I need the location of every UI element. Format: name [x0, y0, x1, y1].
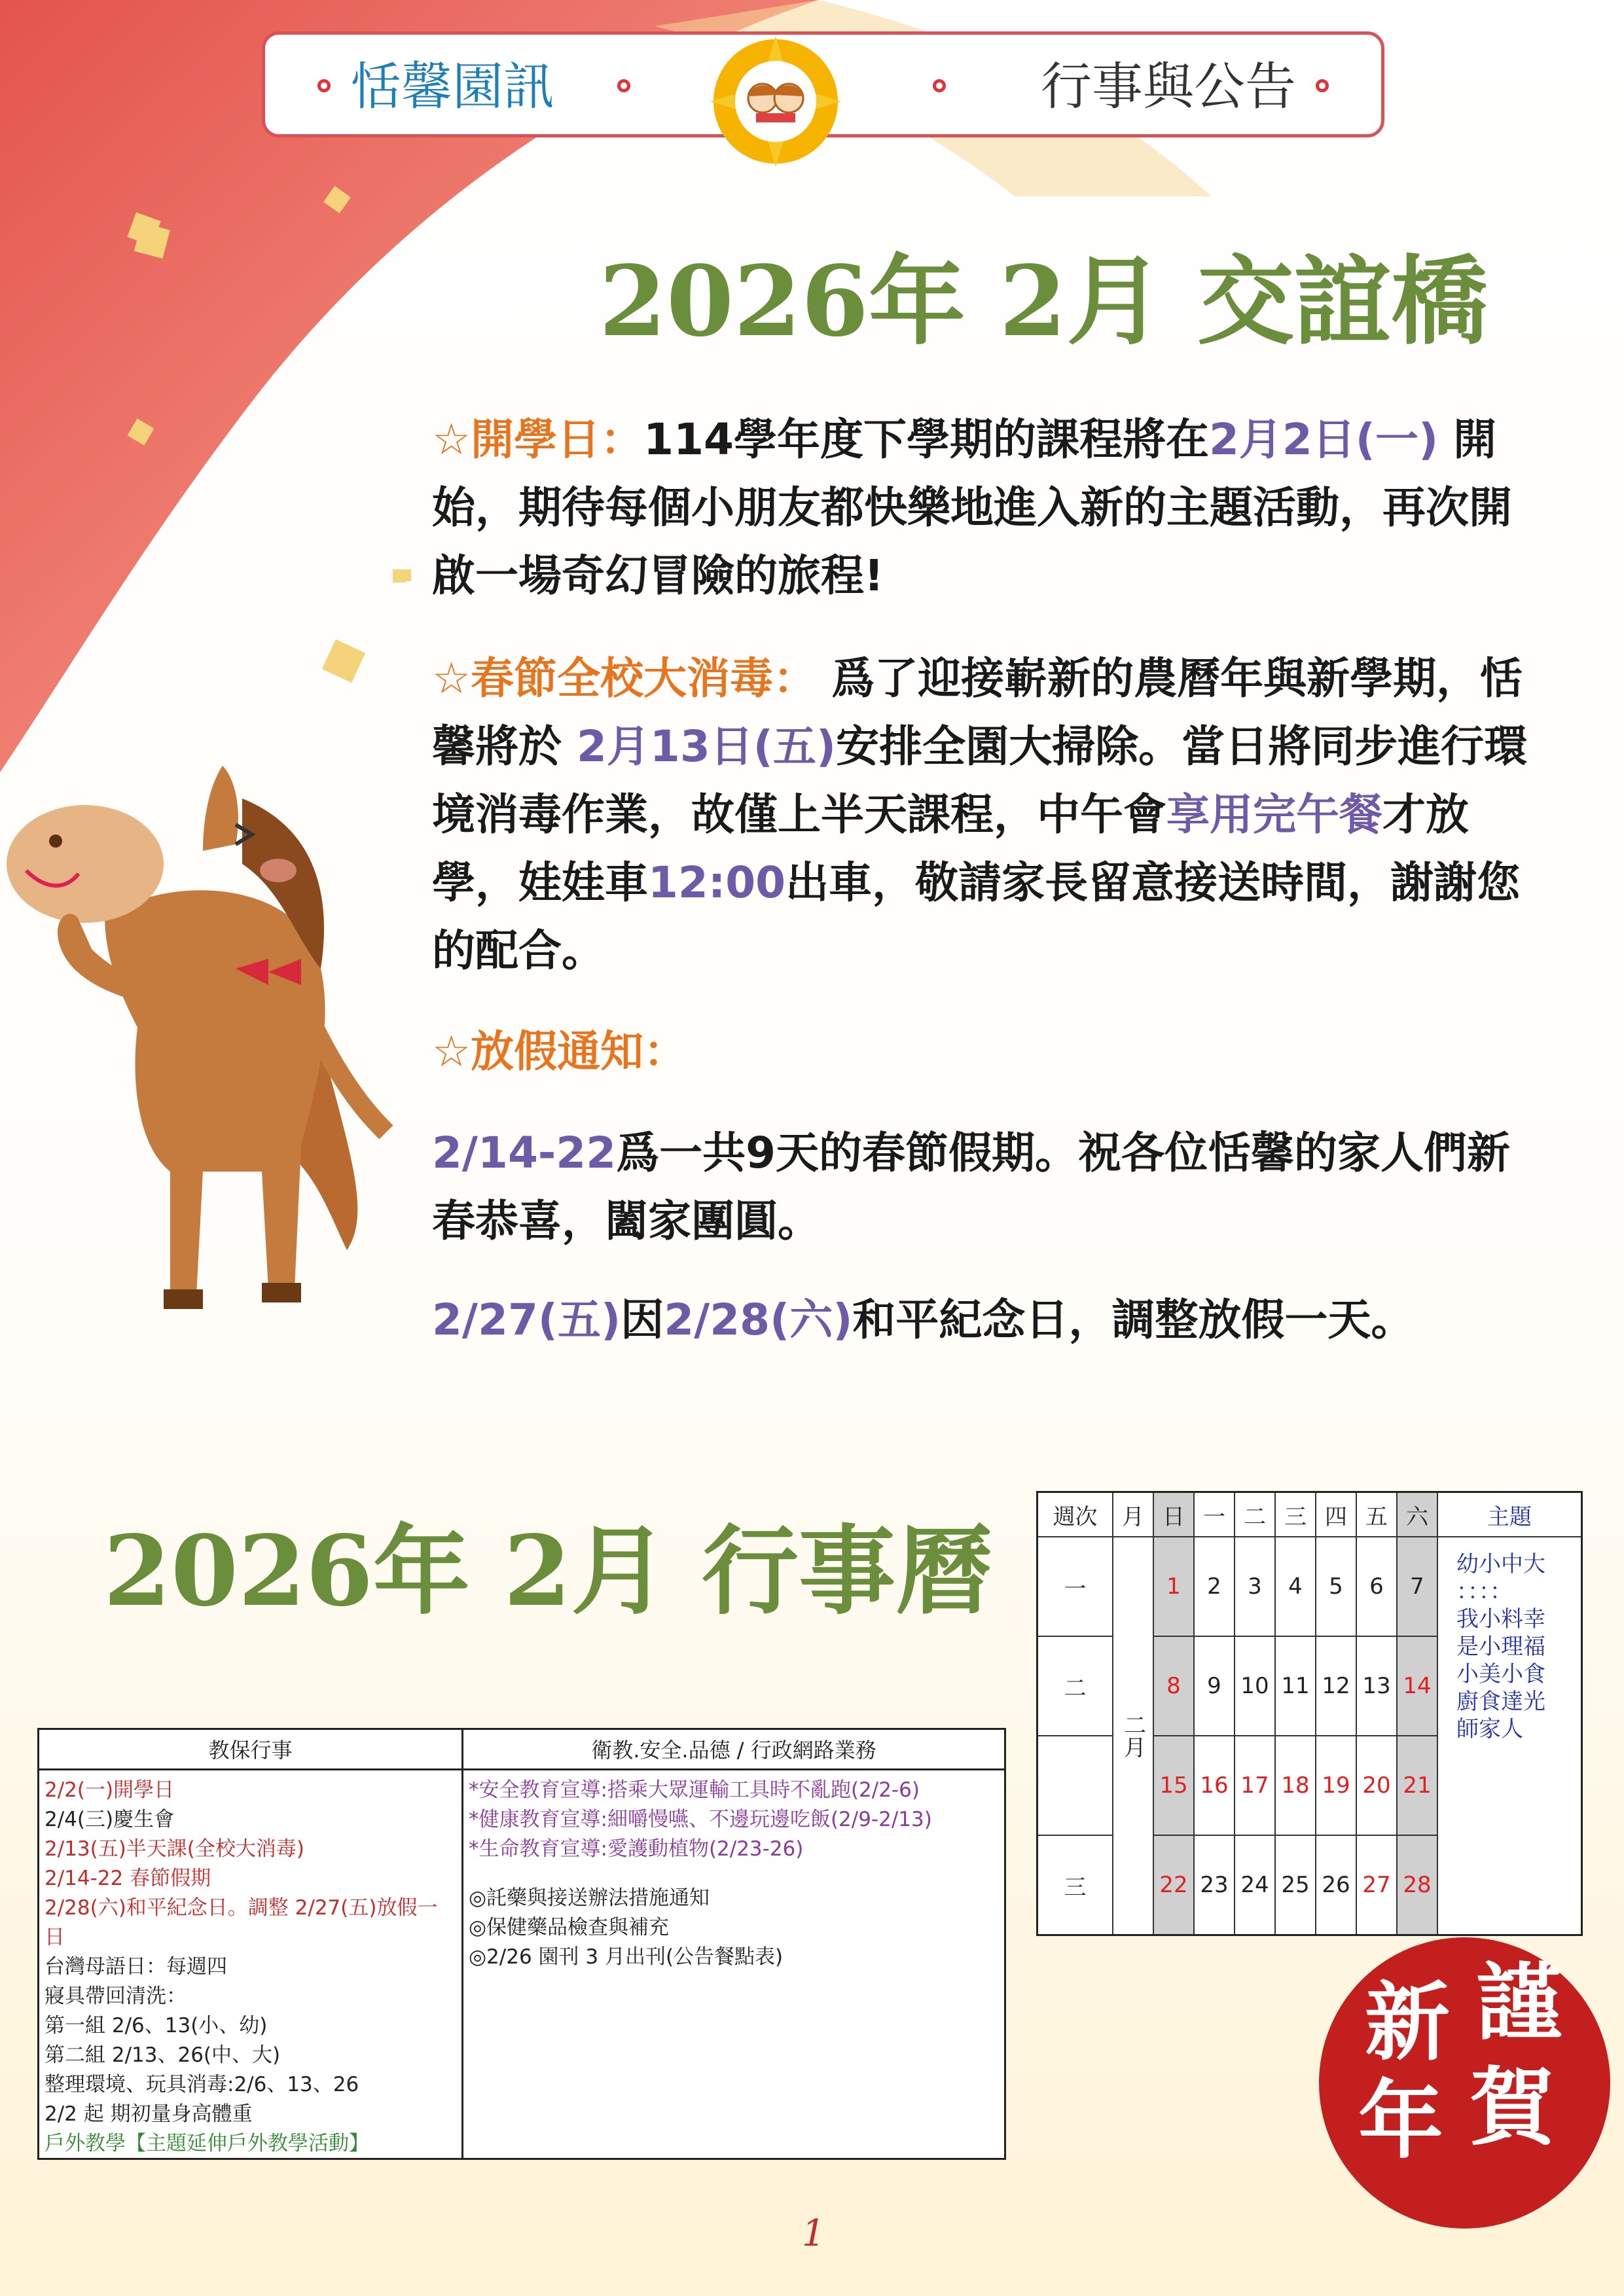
list-item: 台灣母語日：每週四 — [45, 1955, 227, 1979]
start-date: 2月2日(一) — [1208, 414, 1439, 465]
list-item: 2/13(五)半天課(全校大消毒) — [45, 1837, 304, 1861]
calendar-day: 15 — [1154, 1736, 1195, 1836]
calendar-day: 17 — [1235, 1736, 1276, 1836]
list-item: 2/2 起 期初量身高體重 — [45, 2102, 253, 2126]
calendar-day: 19 — [1316, 1736, 1357, 1836]
week-label: 一 — [1038, 1537, 1113, 1637]
list-item: 寢具帶回清洗： — [45, 1984, 187, 2008]
list-item: 整理環境、玩具消毒:2/6、13、26 — [45, 2073, 359, 2096]
calendar-day: 7 — [1398, 1537, 1438, 1637]
school-logo-icon — [710, 36, 841, 167]
activity-table — [37, 1728, 1006, 2160]
calendar-day: 11 — [1276, 1637, 1316, 1736]
theme-line: 師家人 — [1456, 1716, 1523, 1742]
calendar-day: 6 — [1357, 1537, 1398, 1637]
list-item: 2/4(三)慶生會 — [45, 1808, 175, 1831]
theme-line: 幼小中大 — [1456, 1551, 1545, 1577]
dot-icon — [617, 79, 630, 92]
calendar-header: 四 — [1316, 1493, 1357, 1537]
calendar-day: 26 — [1316, 1836, 1357, 1934]
calendar-header: 主題 — [1438, 1493, 1581, 1537]
calendar-day: 27 — [1357, 1836, 1398, 1934]
calendar-header: 週次 — [1038, 1493, 1113, 1537]
list-item: *生命教育宣導:愛護動植物(2/23-26) — [469, 1837, 804, 1861]
list-item: ◎保健藥品檢查與補充 — [469, 1916, 670, 1939]
calendar-title: 2026年 2月 行事曆 — [103, 1514, 992, 1628]
week-label — [1038, 1736, 1113, 1836]
calendar-day: 13 — [1357, 1637, 1398, 1736]
theme-line: 小美小食 — [1456, 1661, 1545, 1687]
list-item: *健康教育宣導:細嚼慢嚥、不邊玩邊吃飯(2/9-2/13) — [469, 1808, 932, 1831]
calendar-day: 2 — [1195, 1537, 1235, 1637]
theme-cell — [1438, 1537, 1581, 1934]
week-label: 二 — [1038, 1637, 1113, 1736]
calendar-day: 23 — [1195, 1836, 1235, 1934]
calendar-day: 4 — [1276, 1537, 1316, 1637]
newsletter-name: 恬馨園訊 — [350, 58, 555, 117]
theme-line: 廚食達光 — [1456, 1689, 1545, 1715]
dot-icon — [933, 79, 946, 92]
calendar-day: 5 — [1316, 1537, 1357, 1637]
page-number: 1 — [802, 2212, 825, 2255]
stamp-char: 年 — [1358, 2070, 1444, 2170]
calendar-header: 日 — [1154, 1493, 1195, 1537]
stamp-char: 新 — [1365, 1972, 1451, 2072]
list-item: 戶外教學【主題延伸戶外教學活動】 — [45, 2132, 369, 2155]
list-item: 2/2(一)開學日 — [45, 1778, 175, 1802]
calendar-header: 月 — [1113, 1493, 1154, 1537]
stamp-char: 賀 — [1470, 2057, 1555, 2157]
calendar-day: 24 — [1235, 1836, 1276, 1934]
new-year-stamp — [1319, 1937, 1610, 2229]
theme-line: 我小料幸 — [1456, 1606, 1545, 1632]
calendar-day: 10 — [1235, 1637, 1276, 1736]
calendar-day: 20 — [1357, 1736, 1398, 1836]
calendar-day: 9 — [1195, 1637, 1235, 1736]
calendar-day: 25 — [1276, 1836, 1316, 1934]
peace-day-notice: 2/27(五)因2/28(六)和平紀念日，調整放假一天。 — [432, 1295, 1415, 1345]
notice-label: ☆開學日： — [432, 414, 644, 465]
dot-icon — [317, 79, 331, 92]
calendar-header: 三 — [1276, 1493, 1316, 1537]
notice-label: ☆春節全校大消毒： — [432, 653, 817, 704]
table-header-activities: 教保行事 — [39, 1730, 463, 1770]
week-label: 三 — [1038, 1836, 1113, 1934]
list-item: 2/14-22 春節假期 — [45, 1867, 211, 1890]
calendar-day: 8 — [1154, 1637, 1195, 1736]
calendar-header: 二 — [1235, 1493, 1276, 1537]
calendar-day: 3 — [1235, 1537, 1276, 1637]
health-safety-column — [463, 1770, 1004, 2158]
activities-column — [39, 1770, 463, 2158]
cleaning-date: 2月13日(五) — [576, 721, 837, 772]
calendar-day: 1 — [1154, 1537, 1195, 1637]
calendar-day: 21 — [1398, 1736, 1438, 1836]
calendar-day: 14 — [1398, 1637, 1438, 1736]
list-item: ◎2/26 園刊 3 月出刊(公告餐點表) — [469, 1945, 784, 1969]
list-item: *安全教育宣導:搭乘大眾運輸工具時不亂跑(2/2-6) — [469, 1778, 920, 1802]
theme-line: 是小理福 — [1456, 1634, 1545, 1660]
list-item: 2/28(六)和平紀念日。調整 2/27(五)放假一日 — [45, 1896, 438, 1949]
list-item: ◎託藥與接送辦法措施通知 — [469, 1886, 710, 1910]
section-name: 行事與公告 — [1040, 58, 1296, 117]
list-item: 第二組 2/13、26(中、大) — [45, 2043, 281, 2067]
calendar-header: 一 — [1195, 1493, 1235, 1537]
table-header-health-safety: 衛教.安全.品德 / 行政網路業務 — [463, 1730, 1004, 1770]
horse-illustration — [7, 753, 425, 1322]
theme-line: ：：：： — [1456, 1579, 1512, 1605]
list-item: 第一組 2/6、13(小、幼) — [45, 2014, 268, 2037]
disinfection-notice: ☆春節全校大消毒： 爲了迎接嶄新的農曆年與新學期，恬馨將於 2月13日(五)安排全園大掃除。當日將同步進行環境消毒作業，故僅上半天課程，中午會享用完午餐才放學，娃娃車12:00出車，敬請家長留意接送時間，謝謝您的配合。 — [432, 653, 1528, 976]
school-start-notice: ☆開學日：114學年度下學期的課程將在2月2日(一) 開始，期待每個小朋友都快樂地進入新的主題活動，再次開啟一場奇幻冒險的旅程! — [432, 414, 1512, 601]
page-title: 2026年 2月 交誼橋 — [599, 244, 1488, 358]
calendar-day: 28 — [1398, 1836, 1438, 1934]
bus-time: 12:00 — [648, 857, 786, 908]
holiday-notice-label: ☆放假通知： — [432, 1026, 687, 1077]
stamp-char: 謹 — [1476, 1952, 1562, 2053]
calendar-day: 16 — [1195, 1736, 1235, 1836]
month-calendar — [1036, 1491, 1583, 1936]
dot-icon — [1316, 79, 1329, 92]
spring-festival-notice: 2/14-22爲一共9天的春節假期。祝各位恬馨的家人們新春恭喜，闔家團圓。 — [432, 1128, 1511, 1246]
month-label: 二月 — [1113, 1537, 1154, 1934]
calendar-header: 五 — [1357, 1493, 1398, 1537]
calendar-day: 22 — [1154, 1836, 1195, 1934]
calendar-header: 六 — [1398, 1493, 1438, 1537]
calendar-day: 12 — [1316, 1637, 1357, 1736]
calendar-day: 18 — [1276, 1736, 1316, 1836]
